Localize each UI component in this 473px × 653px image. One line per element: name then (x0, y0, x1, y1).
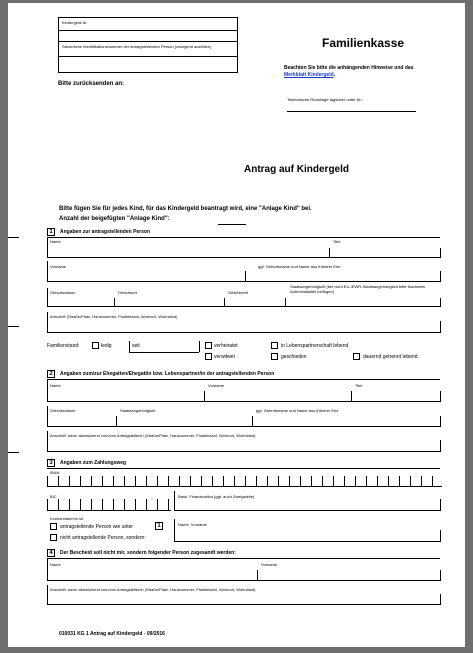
s1-geschlecht-label: Geschlecht (228, 290, 249, 295)
rule (47, 288, 48, 306)
familienstand-label: Familienstand: (47, 343, 80, 349)
phone-field[interactable] (287, 111, 416, 112)
anlage-count-field[interactable] (218, 224, 246, 225)
section-1-rule (47, 237, 440, 238)
section-2-rule (47, 379, 440, 380)
rule (245, 271, 246, 281)
phone-label: Telefonische Rückfrage tagsüber unter Nr.: (287, 97, 363, 102)
fold-mark (8, 452, 19, 453)
bic-label: BIC (50, 494, 57, 499)
section-3-rule (47, 468, 440, 469)
section-3-number: 3 (47, 459, 55, 467)
s2-geburtsdaten-field[interactable] (47, 426, 441, 427)
seit-field[interactable] (129, 352, 199, 353)
notice-text (284, 65, 430, 79)
ref-section-1: 1 (155, 522, 163, 530)
rule (47, 585, 48, 604)
iban-field[interactable] (47, 476, 442, 487)
ledig-checkbox[interactable] (92, 342, 99, 349)
rule (440, 499, 441, 510)
s1-geburtsdatum-label: Geburtsdatum (50, 290, 76, 295)
s1-geburtsname-label: ggf. Geburtsname und Name aus früherer Ehe (258, 264, 341, 269)
getrennt-label: dauernd getrennt lebend (363, 354, 418, 360)
kindergeld-nr-field[interactable] (59, 30, 237, 42)
s4-name-field[interactable] (47, 580, 441, 581)
merkblatt-link[interactable]: Merkblatt Kindergeld (284, 72, 334, 78)
section-4-title: Der Bescheid soll nicht mir, sondern folgender Person zugesandt werden: (60, 550, 236, 556)
s1-geburtsdaten-field[interactable] (47, 306, 441, 307)
rule (47, 261, 48, 281)
rule (440, 321, 441, 332)
verheiratet-checkbox[interactable] (205, 342, 212, 349)
geschieden-label: geschieden (281, 354, 307, 360)
return-address-label: Bitte zurücksenden an: (58, 81, 125, 87)
section-4-rule (47, 558, 440, 559)
rule (47, 431, 48, 451)
s4-vorname-label: Vorname (261, 562, 278, 567)
s1-staatsangehoerigkeit-label: Staatsangehörigkeit (bei nicht EU-/EWR-Staatsangehörigkeit bitte Nachweis Aufenthaltstitel beifügen) (290, 284, 425, 294)
rule (174, 491, 175, 510)
nicht-antragsteller-label: nicht antragstellende Person, sondern: (60, 535, 146, 541)
rule (440, 594, 441, 604)
lebenspartnerschaft-label: in Lebenspartnerschaft lebend (281, 343, 349, 349)
rule (47, 379, 48, 401)
lebenspartnerschaft-checkbox[interactable] (271, 342, 278, 349)
s2-anschrift-field[interactable] (47, 451, 441, 452)
s1-titel-label: Titel (333, 239, 341, 244)
kontoinhaber-name-field[interactable] (174, 541, 441, 542)
rule (174, 519, 175, 541)
section-2-number: 2 (47, 370, 55, 378)
rule (47, 406, 48, 426)
rule (47, 558, 48, 580)
s4-anschrift-field[interactable] (47, 604, 441, 605)
section-2-title: Angaben zum/zur Ehegatten/Ehegattin bzw. Lebenspartner/in der antragstellenden Person (60, 371, 275, 377)
notice-suffix: . (333, 72, 336, 78)
s2-name-label: Name (50, 383, 61, 388)
ledig-label: ledig (101, 343, 112, 349)
section-1-number: 1 (47, 228, 55, 236)
fold-mark (8, 237, 19, 238)
fold-mark (8, 326, 19, 327)
s2-geburtsdatum-label: Geburtsdatum (50, 408, 76, 413)
anlage-count-label: Anzahl der beigefügten "Anlage Kind": (59, 216, 170, 222)
s1-anschrift-label: Anschrift (Straße/Platz, Hausnummer, Postleitzahl, Wohnort, Wohnland) (50, 314, 178, 319)
rule (47, 312, 48, 332)
bank-label: Bank, Finanzinstitut (ggf. auch Zweigstelle) (178, 494, 255, 499)
rule (204, 391, 205, 401)
s2-anschrift-label: Anschrift, wenn abweichend vom/von Antragsteller/in (Straße/Platz, Hausnummer, Postleitzahl, Wohnort, Wohnland) (50, 433, 256, 438)
form-title: Antrag auf Kindergeld (244, 164, 350, 175)
geschieden-checkbox[interactable] (271, 353, 278, 360)
rule (440, 248, 441, 257)
rule (116, 416, 117, 426)
intro-text: Bitte fügen Sie für jedes Kind, für das Kindergeld beantragt wird, eine "Anlage Kind" bei. (59, 206, 312, 212)
s1-geburtsort-label: Geburtsort (118, 290, 137, 295)
rule (199, 341, 200, 352)
rule (224, 298, 225, 306)
s4-name-label: Name (50, 562, 61, 567)
rule (440, 298, 441, 306)
kindergeld-nr-label: Kindergeld-Nr. (62, 20, 88, 25)
s2-geburtsname-label: ggf. Geburtsname und Name aus früherer Ehe (256, 408, 339, 413)
s1-name-label: Name (50, 239, 61, 244)
notice-prefix: Beachten Sie bitte die anhängenden Hinweise und das (284, 65, 414, 71)
s1-anschrift-field[interactable] (47, 332, 441, 333)
steuer-id-label: Steuerliche Identifikationsnummer der antragstellenden Person (zwingend ausfüllen) (62, 44, 212, 49)
rule (440, 271, 441, 281)
antragsteller-label: antragstellende Person wie unter (60, 524, 134, 530)
rule (440, 530, 441, 541)
section-3-title: Angaben zum Zahlungsweg (60, 460, 127, 466)
kontoinhaber-label: Kontoinhaber/in ist (50, 516, 84, 521)
form-page (8, 3, 465, 647)
antragsteller-checkbox[interactable] (50, 523, 57, 530)
rule (440, 391, 441, 401)
verwitwet-label: verwitwet (214, 354, 235, 360)
s2-name-field[interactable] (47, 401, 441, 402)
rule (257, 570, 258, 580)
rule (440, 416, 441, 426)
rule (129, 341, 130, 352)
verwitwet-checkbox[interactable] (205, 353, 212, 360)
bank-field[interactable] (174, 510, 441, 511)
s4-anschrift-label: Anschrift, wenn abweichend vom/von Antragsteller/in (Straße/Platz, Hausnummer, Postleitzahl, Wohnort, Wohnland) (50, 587, 256, 592)
s1-name-field[interactable] (47, 257, 441, 258)
rule (114, 298, 115, 306)
s1-vorname-label: Vorname (50, 264, 67, 269)
bic-field[interactable] (47, 499, 171, 511)
s1-vorname-field[interactable] (47, 281, 441, 282)
rule (47, 237, 48, 257)
steuer-id-field[interactable] (59, 56, 237, 72)
s2-staatsangehoerigkeit-label: Staatsangehörigkeit (120, 408, 156, 413)
rule (440, 440, 441, 451)
rule (440, 570, 441, 580)
s2-titel-label: Titel (355, 383, 363, 388)
header-id-box (58, 17, 238, 73)
rule (351, 391, 352, 401)
iban-label: IBAN (50, 470, 60, 475)
agency-name: Familienkasse (322, 36, 405, 50)
rule (329, 248, 330, 257)
form-footer-id: 010031 KG 1 Antrag auf Kindergeld - 09/2016 (59, 631, 165, 637)
verheiratet-label: verheiratet (214, 343, 238, 349)
section-4-number: 4 (47, 549, 55, 557)
getrennt-checkbox[interactable] (353, 353, 360, 360)
section-1-title: Angaben zur antragstellenden Person (60, 229, 151, 235)
name-vorname-label: Name, Vorname (178, 522, 207, 527)
nicht-antragsteller-checkbox[interactable] (50, 534, 57, 541)
rule (252, 416, 253, 426)
rule (285, 298, 286, 306)
s2-vorname-label: Vorname (208, 383, 225, 388)
seit-label: seit (132, 343, 140, 349)
